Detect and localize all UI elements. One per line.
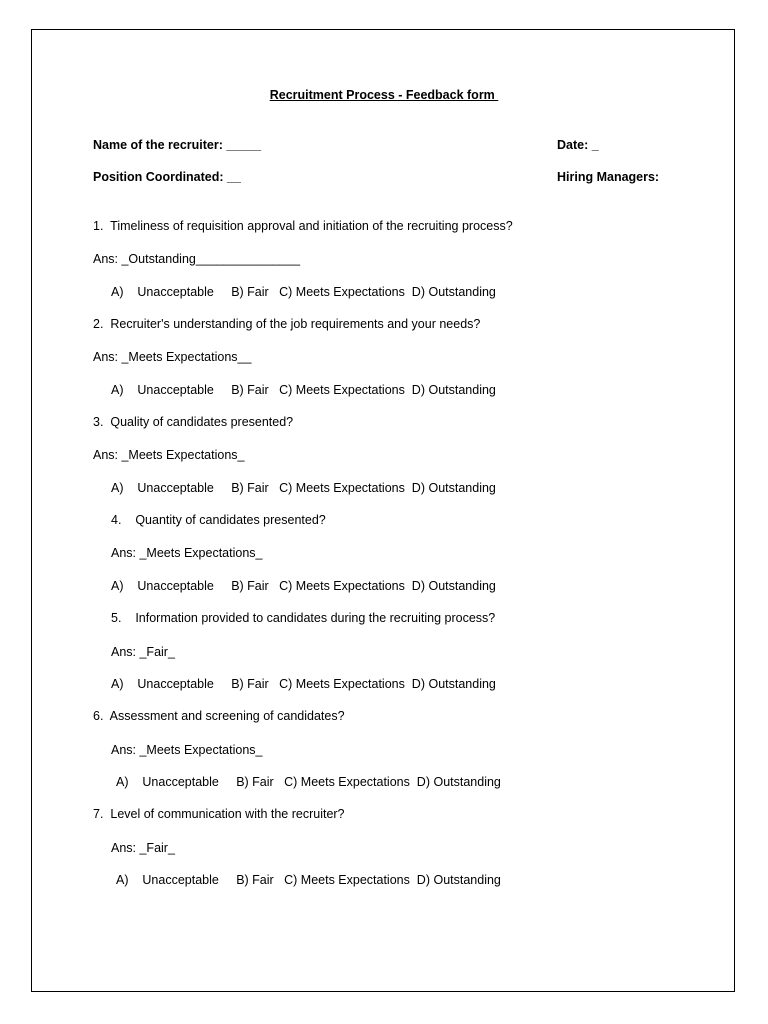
- question-text: 7. Level of communication with the recruiter?: [93, 807, 345, 821]
- answer-text: Ans: _Meets Expectations_: [111, 546, 263, 560]
- answer-text: Ans: _Meets Expectations__: [93, 350, 252, 364]
- question-text: 3. Quality of candidates presented?: [93, 415, 294, 429]
- position-coordinated-label: Position Coordinated: __: [93, 170, 241, 184]
- recruiter-name-label: Name of the recruiter: _____: [93, 138, 262, 152]
- answer-options: A) Unacceptable B) Fair C) Meets Expectations D) Outstanding: [111, 579, 496, 593]
- question-text: 5. Information provided to candidates during the recruiting process?: [111, 611, 496, 625]
- question-text: 2. Recruiter's understanding of the job requirements and your needs?: [93, 317, 481, 331]
- answer-options: A) Unacceptable B) Fair C) Meets Expectations D) Outstanding: [116, 873, 501, 887]
- answer-text: Ans: _Meets Expectations_: [111, 743, 263, 757]
- answer-options: A) Unacceptable B) Fair C) Meets Expectations D) Outstanding: [116, 775, 501, 789]
- question-text: 4. Quantity of candidates presented?: [111, 513, 326, 527]
- answer-text: Ans: _Fair_: [111, 645, 175, 659]
- question-text: 1. Timeliness of requisition approval and initiation of the recruiting process?: [93, 219, 513, 233]
- date-label: Date: _: [557, 138, 599, 152]
- document-title: Recruitment Process - Feedback form: [269, 88, 499, 102]
- answer-options: A) Unacceptable B) Fair C) Meets Expectations D) Outstanding: [111, 383, 496, 397]
- answer-options: A) Unacceptable B) Fair C) Meets Expectations D) Outstanding: [111, 677, 496, 691]
- answer-text: Ans: _Meets Expectations_: [93, 448, 245, 462]
- answer-text: Ans: _Outstanding_______________: [93, 252, 301, 266]
- answer-options: A) Unacceptable B) Fair C) Meets Expectations D) Outstanding: [111, 285, 496, 299]
- hiring-managers-label: Hiring Managers:: [557, 170, 660, 184]
- answer-options: A) Unacceptable B) Fair C) Meets Expectations D) Outstanding: [111, 481, 496, 495]
- question-text: 6. Assessment and screening of candidates?: [93, 709, 345, 723]
- answer-text: Ans: _Fair_: [111, 841, 175, 855]
